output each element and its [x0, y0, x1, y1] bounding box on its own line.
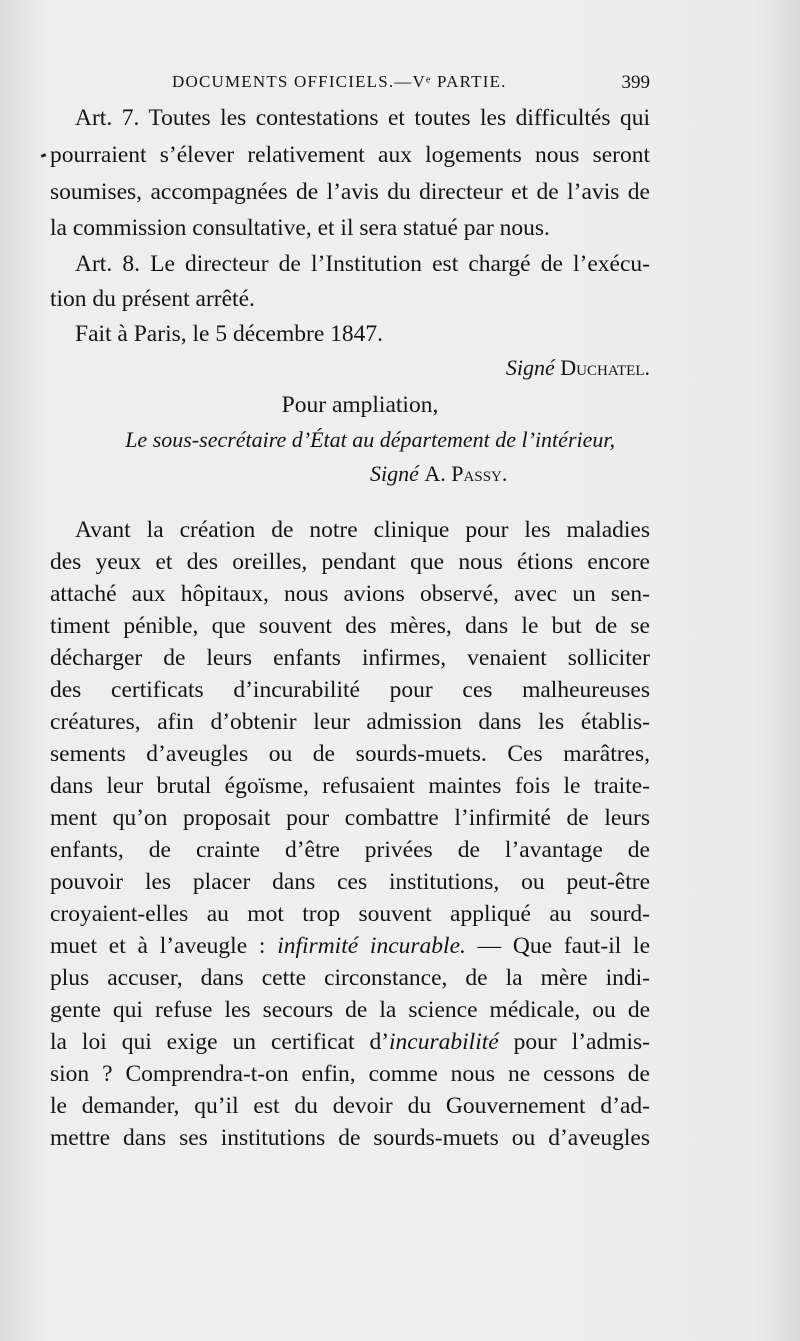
body-line-19: le demander, qu’il est du devoir du Gouvernement d’ad-: [50, 1093, 650, 1119]
signer2-name: A. Passy.: [424, 461, 508, 486]
body-line-17-a: la loi qui exige un certificat d’: [50, 1029, 390, 1055]
body-line-2: des yeux et des oreilles, pendant que nous étions encore: [50, 549, 650, 575]
signature-passy: [370, 458, 570, 490]
sous-secretaire-line: Le sous-secrétaire d’État au département de l’intérieur,: [125, 427, 615, 452]
body-line-10: ment qu’on proposait pour combattre l’infirmité de leurs: [50, 805, 650, 831]
body-line-11: enfants, de crainte d’être privées de l’avantage de: [50, 837, 650, 863]
body-line-8: sements d’aveugles ou de sourds-muets. Ces marâtres,: [50, 741, 650, 767]
body-line-5: décharger de leurs enfants infirmes, venaient solliciter: [50, 645, 650, 671]
art8-line-1: Art. 8. Le directeur de l’Institution est chargé de l’exécu-: [75, 251, 650, 277]
body-line-14: [50, 930, 650, 962]
body-line-18: sion ? Comprendra-t-on enfin, comme nous ne cessons de: [50, 1061, 650, 1087]
ampliation-line: Pour ampliation,: [281, 392, 439, 418]
running-header: [50, 72, 650, 102]
art7-line-4: la commission consultative, et il sera statué par nous.: [50, 215, 550, 241]
signer-name: Duchatel.: [560, 355, 650, 380]
body-line-14-a: muet et à l’aveugle :: [50, 933, 266, 959]
art7-line-2: pourraient s’élever relativement aux logements nous seront: [50, 142, 650, 168]
body-line-12: pouvoir les placer dans ces institutions, ou peut-être: [50, 869, 650, 895]
signe2-label: Signé: [370, 461, 419, 486]
body-line-9: dans leur brutal égoïsme, refusaient maintes fois le traite-: [50, 773, 650, 799]
body-line-6: des certificats d’incurabilité pour ces malheureuses: [50, 677, 650, 703]
ink-speck: [41, 153, 47, 158]
art7-line-3: soumises, accompagnées de l’avis du directeur et de l’avis de: [50, 179, 650, 205]
art8-line-2: tion du présent arrêté.: [50, 286, 255, 312]
page-number: 399: [621, 72, 650, 93]
body-line-4: timent pénible, que souvent des mères, dans le but de se: [50, 613, 650, 639]
running-title: DOCUMENTS OFFICIELS.—Vᵉ PARTIE.: [172, 72, 507, 91]
body-line-17-c: pour l’admis-: [513, 1029, 651, 1055]
signe-label: Signé: [505, 355, 555, 380]
body-line-1: Avant la création de notre clinique pour les maladies: [75, 517, 650, 543]
body-line-13: croyaient-elles au mot trop souvent appliqué au sourd-: [50, 901, 650, 927]
body-line-15: plus accuser, dans cette circonstance, de la mère indi-: [50, 965, 650, 991]
dateline: Fait à Paris, le 5 décembre 1847.: [75, 321, 384, 347]
signature-duchatel: [50, 352, 650, 384]
art7-line-1: Art. 7. Toutes les contestations et toutes les difficultés qui: [75, 105, 650, 131]
infirmite-incurable: infirmité incurable.: [277, 933, 466, 959]
body-line-3: attaché aux hôpitaux, nous avions observé, avec un sen-: [50, 581, 650, 607]
body-line-14-c: — Que faut-il le: [477, 933, 651, 959]
body-line-20: mettre dans ses institutions de sourds-muets ou d’aveugles: [50, 1125, 650, 1151]
body-line-7: créatures, afin d’obtenir leur admission dans les établis-: [50, 709, 650, 735]
body-line-16: gente qui refuse les secours de la science médicale, ou de: [50, 997, 650, 1023]
body-line-17: [50, 1026, 650, 1058]
incurabilite-word: incurabilité: [389, 1029, 499, 1055]
